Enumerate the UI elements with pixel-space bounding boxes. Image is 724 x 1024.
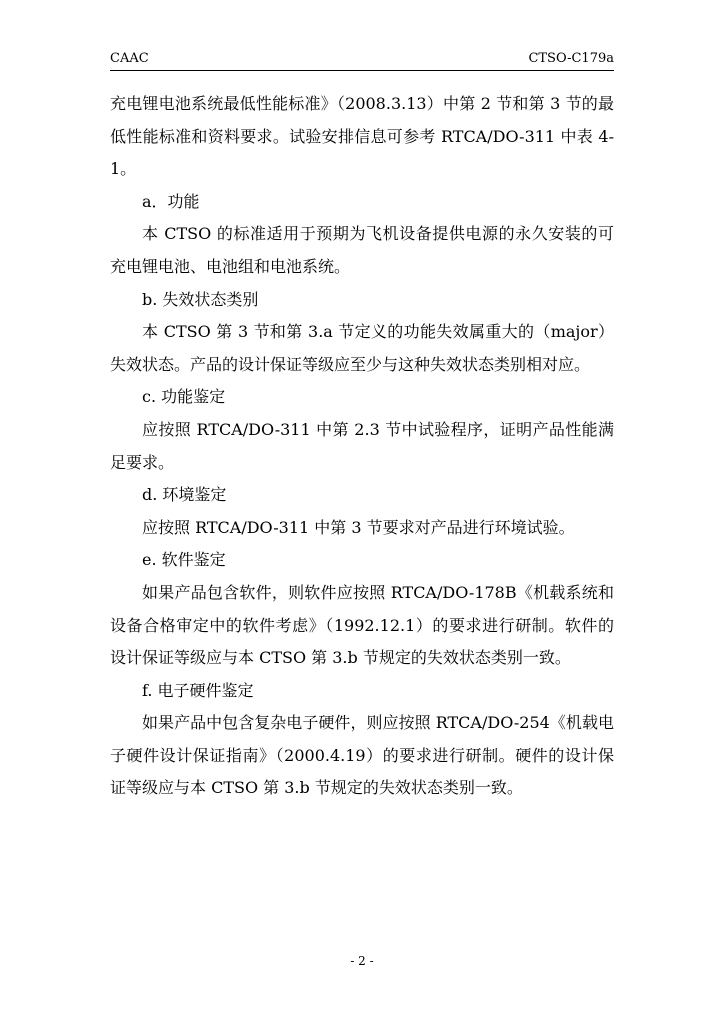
heading-function: a．功能 <box>142 191 200 211</box>
heading-software-qualification: e. 软件鉴定 <box>142 550 226 570</box>
page-number: - 2 - <box>350 954 374 968</box>
paragraph-hardware-qualification: 如果产品中包含复杂电子硬件，则应按照 RTCA/DO-254《机载电子硬件设计保证指南》（2000.4.19）的要求进行研制。硬件的设计保证等级应与本 CTSO 第 3.b 节规定的失效状态类别一致。 <box>110 713 614 798</box>
paragraph-failure-condition: 本 CTSO 第 3 节和第 3.a 节定义的功能失效属重大的（major）失效状态。产品的设计保证等级应至少与这种失效状态类别相对应。 <box>110 322 614 374</box>
paragraph-functional-qualification: 应按照 RTCA/DO-311 中第 2.3 节中试验程序，证明产品性能满足要求。 <box>110 419 614 472</box>
heading-environmental-qualification: d. 环境鉴定 <box>142 485 227 505</box>
header-divider <box>110 70 614 71</box>
header-doc-id: CTSO-C179a <box>528 51 614 66</box>
heading-functional-qualification: c. 功能鉴定 <box>142 387 226 407</box>
paragraph-environmental-qualification: 应按照 RTCA/DO-311 中第 3 节要求对产品进行环境试验。 <box>142 517 575 537</box>
paragraph-continuation: 充电锂电池系统最低性能标准》（2008.3.13）中第 2 节和第 3 节的最低性能标准和资料要求。试验安排信息可参考 RTCA/DO-311 中表 4-1。 <box>110 94 614 179</box>
header-org: CAAC <box>110 51 149 66</box>
heading-hardware-qualification: f. 电子硬件鉴定 <box>142 680 254 700</box>
page-header <box>110 50 614 68</box>
paragraph-function: 本 CTSO 的标准适用于预期为飞机设备提供电源的永久安装的可充电锂电池、电池组和电池系统。 <box>110 224 614 276</box>
heading-failure-condition: b. 失效状态类别 <box>142 289 259 309</box>
document-body <box>110 88 614 805</box>
paragraph-software-qualification: 如果产品包含软件，则软件应按照 RTCA/DO-178B《机载系统和设备合格审定中的软件考虑》（1992.12.1）的要求进行研制。软件的设计保证等级应与本 CTSO 第 3.b 节规定的失效状态类别一致。 <box>110 582 614 668</box>
